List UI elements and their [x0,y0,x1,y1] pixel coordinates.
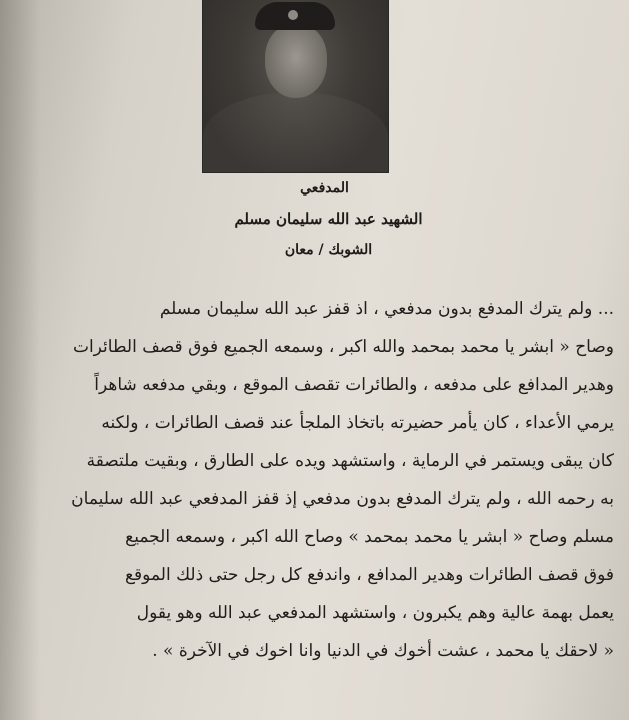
text-line: مسلم وصاح « ابشر يا محمد بمحمد » وصاح الله اكبر ، وسمعه الجميع [125,527,614,547]
caption-place: الشوبك / معان [284,242,373,258]
text-line: ... ولم يترك المدفع بدون مدفعي ، اذ قفز عبد الله سليمان مسلم [159,299,614,319]
photo-face [265,24,327,98]
text-line: « لاحقك يا محمد ، عشت أخوك في الدنيا وانا اخوك في الآخرة » . [152,641,614,661]
portrait-photo [203,0,388,172]
cap-badge-icon [288,10,298,20]
text-line: وصاح « ابشر يا محمد بمحمد والله اكبر ، وسمعه الجميع فوق قصف الطائرات [72,337,614,357]
caption-name: الشهيد عبد الله سليمان مسلم [234,210,423,228]
text-line: كان يبقى ويستمر في الرماية ، واستشهد ويده على الطارق ، وبقيت ملتصقة [86,451,614,471]
body-paragraph [24,290,614,670]
text-line: يرمي الأعداء ، كان يأمر حضيرته باتخاذ الملجأ عند قصف الطائرات ، ولكنه [101,413,614,433]
text-line: به رحمه الله ، ولم يترك المدفع بدون مدفعي إذ قفز المدفعي عبد الله سليمان [71,489,614,509]
text-line: فوق قصف الطائرات وهدير المدافع ، واندفع كل رجل حتى ذلك الموقع [124,565,614,585]
text-line: يعمل بهمة عالية وهم يكبرون ، واستشهد المدفعي عبد الله وهو يقول [136,603,614,623]
caption-role: المدفعي [300,180,349,196]
photo-shoulders [203,92,388,172]
text-line: وهدير المدافع على مدفعه ، والطائرات تقصف الموقع ، وبقي مدفعه شاهراً [94,375,614,395]
